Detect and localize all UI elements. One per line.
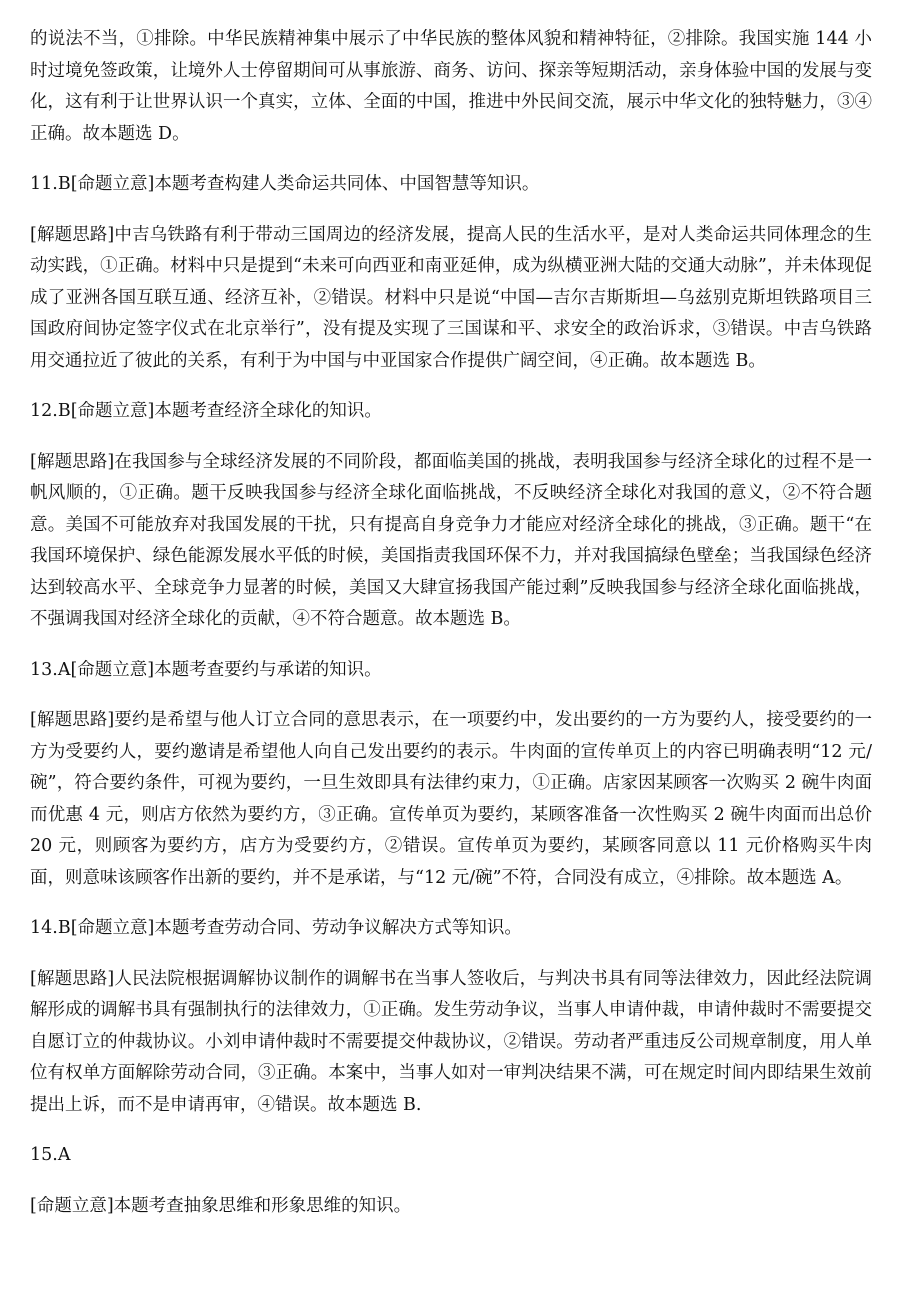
answer-14-heading: 14.B[命题立意]本题考查劳动合同、劳动争议解决方式等知识。: [30, 918, 522, 938]
answer-13-heading: 13.A[命题立意]本题考查要约与承诺的知识。: [30, 659, 382, 680]
answer-11-heading: 11.B[命题立意]本题考查构建人类命运共同体、中国智慧等知识。: [30, 174, 540, 194]
answer-10-explanation-end: 的说法不当，①排除。中华民族精神集中展示了中华民族的整体风貌和精神特征，②排除。我国实施 144 小时过境免签政策，让境外人士停留期间可从事旅游、商务、访问、探亲等短期活动，亲身体验中国的发展与变化，这有利于让世界认识一个真实，立体、全面的中国，推进中外民间交流，展示中华文化的独特魅力，③④正确。故本题选 D。: [30, 29, 872, 144]
document-page: [30, 24, 872, 1241]
answer-12-heading: 12.B[命题立意]本题考查经济全球化的知识。: [30, 401, 382, 421]
answer-14-explanation: [解题思路]人民法院根据调解协议制作的调解书在当事人签收后，与判决书具有同等法律效力，因此经法院调解形成的调解书具有强制执行的法律效力，①正确。发生劳动争议，当事人申请仲裁，申请仲裁时不需要提交自愿订立的仲裁协议。小刘申请仲裁时不需要提交仲裁协议，②错误。劳动者严重违反公司规章制度，用人单位有权单方面解除劳动合同，③正确。本案中，当事人如对一审判决结果不满，可在规定时间内即结果生效前提出上诉，而不是申请再审，④错误。故本题选 B.: [30, 968, 872, 1115]
answer-12-explanation: [解题思路]在我国参与全球经济发展的不同阶段，都面临美国的挑战，表明我国参与经济全球化的过程不是一帆风顺的，①正确。题干反映我国参与经济全球化面临挑战，不反映经济全球化对我国的意义，②不符合题意。美国不可能放弃对我国发展的干扰，只有提高自身竞争力才能应对经济全球化的挑战，③正确。题干“在我国环境保护、绿色能源发展水平低的时候，美国指责我国环保不力，并对我国搞绿色壁垒；当我国绿色经济达到较高水平、全球竞争力显著的时候，美国又大肆宣扬我国产能过剩”反映我国参与经济全球化面临挑战，不强调我国对经济全球化的贡献，④不符合题意。故本题选 B。: [30, 451, 872, 629]
answer-15-heading: 15.A: [30, 1145, 71, 1165]
answer-11-explanation: [解题思路]中吉乌铁路有利于带动三国周边的经济发展，提高人民的生活水平，是对人类命运共同体理念的生动实践，①正确。材料中只是提到“未来可向西亚和南亚延伸，成为纵横亚洲大陆的交通大动脉”，并未体现促成了亚洲各国互联互通、经济互补，②错误。材料中只是说“中国—吉尔吉斯斯坦—乌兹别克斯坦铁路项目三国政府间协定签字仪式在北京举行”，没有提及实现了三国谋和平、求安全的政治诉求，③错误。中吉乌铁路用交通拉近了彼此的关系，有利于为中国与中亚国家合作提供广阔空间，④正确。故本题选 B。: [30, 224, 872, 371]
answer-15-topic: [命题立意]本题考查抽象思维和形象思维的知识。: [30, 1195, 412, 1216]
answer-13-explanation: [解题思路]要约是希望与他人订立合同的意思表示，在一项要约中，发出要约的一方为要约人，接受要约的一方为受要约人，要约邀请是希望他人向自己发出要约的表示。牛肉面的宣传单页上的内容已明确表明“12 元/碗”，符合要约条件，可视为要约，一旦生效即具有法律约束力，①正确。店家因某顾客一次购买 2 碗牛肉面而优惠 4 元，则店方依然为要约方，③正确。宣传单页为要约，某顾客准备一次性购买 2 碗牛肉面而出总价 20 元，则顾客为要约方，店方为受要约方，②错误。宣传单页为要约，某顾客同意以 11 元价格购买牛肉面，则意味该顾客作出新的要约，并不是承诺，与“12 元/碗”不符，合同没有成立，④排除。故本题选 A。: [30, 710, 872, 888]
